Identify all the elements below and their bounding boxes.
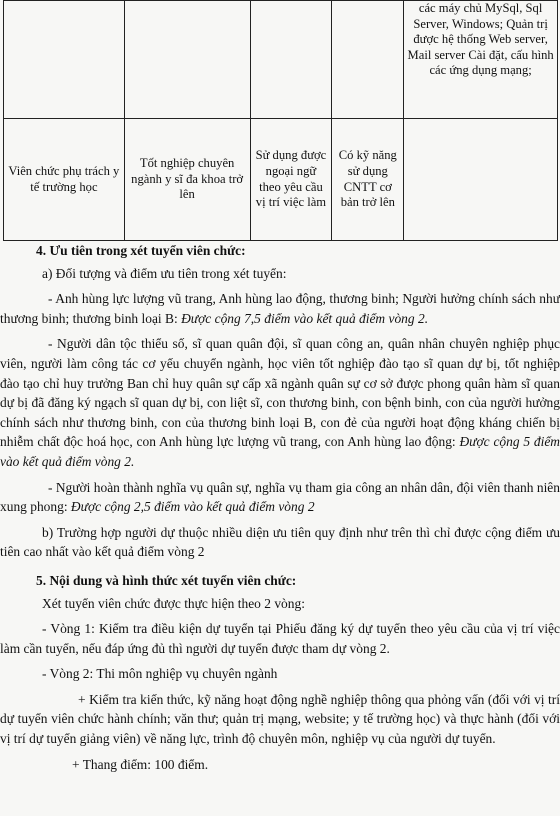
section-4-b: b) Trường hợp người dự thuộc nhiều diện ưu tiên quy định như trên thì chỉ được cộng điểm ưu tiên cao nhất vào kết quả điểm vòng 2 xyxy=(0,524,560,560)
document-body xyxy=(0,241,560,774)
table-cell-position: Viên chức phụ trách y tế trường học xyxy=(4,119,125,241)
table-cell-it-skill: Có kỹ năng sử dụng CNTT cơ bản trở lên xyxy=(332,119,404,241)
section-5-intro: Xét tuyển viên chức được thực hiện theo 2 vòng: xyxy=(42,595,305,611)
table-cell xyxy=(124,1,250,119)
score-scale: + Thang điểm: 100 điểm. xyxy=(72,756,209,772)
priority-item-1: - Anh hùng lực lượng vũ trang, Anh hùng lao động, thương binh; Người hưởng chính sách như thương binh; thương binh loại B: Được cộng 7,5 điểm vào kết quả điểm vòng 2. xyxy=(0,291,560,326)
priority-item-3: - Người hoàn thành nghĩa vụ quân sự, nghĩa vụ tham gia công an nhân dân, đội viên thanh niên xung phong: Được cộng 2,5 điểm vào kết quả điểm vòng 2 xyxy=(0,479,560,515)
table-cell xyxy=(332,1,404,119)
table-cell-network-skills: các máy chủ MySql, Sql Server, Windows; Quản trị được hệ thống Web server, Mail server Cài đặt, cấu hình các ứng dụng mạng; xyxy=(404,1,558,119)
section-5-heading: 5. Nội dung và hình thức xét tuyển viên chức: xyxy=(36,572,297,588)
round-2: - Vòng 2: Thi môn nghiệp vụ chuyên ngành xyxy=(42,666,278,682)
section-4-heading: 4. Ưu tiên trong xét tuyển viên chức: xyxy=(36,243,246,258)
round-1: - Vòng 1: Kiểm tra điều kiện dự tuyển tại Phiếu đăng ký dự tuyển theo yêu cầu của vị trí việc làm cần tuyển, nếu đáp ứng đủ thì người dự tuyển được tham dự vòng 2. xyxy=(0,621,560,656)
table-cell xyxy=(404,119,558,241)
requirements-table xyxy=(3,0,558,241)
round-2-check: + Kiểm tra kiến thức, kỹ năng hoạt động nghề nghiệp thông qua phỏng vấn (đối với vị trí dự tuyển viên chức hành chính; văn thư; quản trị mạng, website; y tế trường học) và thực hành (đối với vị trí dự tuyển giảng viên) về năng lực, trình độ chuyên môn, nghiệp vụ của người dự tuyển. xyxy=(0,691,560,747)
priority-item-2: - Người dân tộc thiểu số, sĩ quan quân đội, sĩ quan công an, quân nhân chuyên nghiệp phục viên, người làm công tác cơ yếu chuyển ngành, học viên tốt nghiệp đào tạo sĩ quan dự bị, tốt nghiệp đào tạo chỉ huy trưởng Ban chỉ huy quân sự cấp xã ngành quân sự cơ sở được phong quân hàm sĩ quan dự bị đã đăng ký ngạch sĩ quan dự bị, con liệt sĩ, con thương binh, con bệnh binh, con của người hưởng chính sách như thương binh, con của thương binh loại B, con đẻ của người hoạt động kháng chiến bị nhiễm chất độc hoá học, con Anh hùng lực lượng vũ trang, con Anh hùng lao động: Được cộng 5 điểm vào kết quả điểm vòng 2. xyxy=(0,336,560,469)
table-cell xyxy=(250,1,332,119)
section-4-a: a) Đối tượng và điểm ưu tiên trong xét tuyển: xyxy=(42,265,287,281)
table-row xyxy=(4,1,558,119)
table-cell-language: Sử dụng được ngoại ngữ theo yêu cầu vị trí việc làm xyxy=(250,119,332,241)
table-cell-degree: Tốt nghiệp chuyên ngành y sĩ đa khoa trở lên xyxy=(124,119,250,241)
table-cell xyxy=(4,1,125,119)
table-row xyxy=(4,119,558,241)
